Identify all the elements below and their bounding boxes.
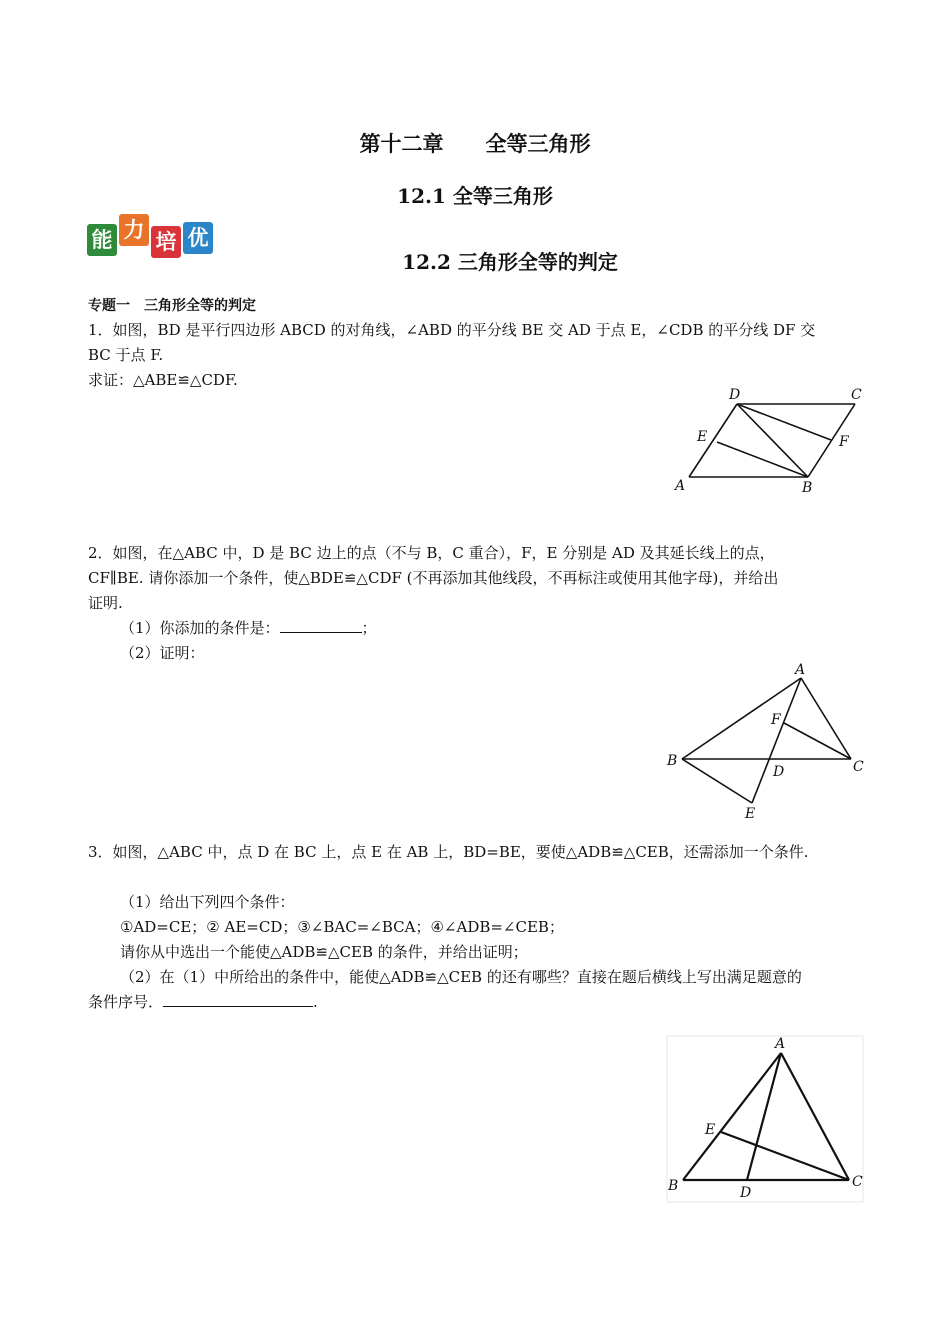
q2-label-C: C [853,759,864,775]
logo-tile-3: 培 [151,226,181,258]
question-2 [88,541,864,666]
q1-label-A: A [675,478,686,494]
q2-part1-end: ； [361,619,377,637]
q2-line2: CF∥BE. 请你添加一个条件，使△BDE≌△CDF (不再添加其他线段，不再标注或使用其他字母)，并给出 [88,569,779,587]
q2-part1-label: （1）你添加的条件是： [120,619,280,637]
q3-part1-task: 请你从中选出一个能使△ADB≌△CEB 的条件，并给出证明； [120,943,528,961]
q1-seg-BD [737,404,808,477]
q2-part1 [88,616,864,641]
q3-label-E: E [705,1122,716,1138]
q1-seg-BE [717,442,808,477]
q2-label-F: F [771,712,781,728]
q1-label-E: E [697,429,708,445]
topic-heading: 专题一 三角形全等的判定 [88,298,256,314]
q1-figure [665,380,875,495]
q2-line3: 证明. [88,594,123,612]
logo-tile-2: 力 [119,214,149,246]
q2-label-E: E [745,806,756,822]
q1-label-D: D [729,387,741,403]
q2-answer-blank[interactable] [280,616,362,633]
q2-line1: 2．如图，在△ABC 中，D 是 BC 边上的点（不与 B，C 重合），F，E 分别是 AD 及其延长线上的点， [88,544,775,562]
q1-label-F: F [839,434,849,450]
q3-seg-AD [747,1053,781,1180]
q3-seg-AB [683,1053,781,1180]
q3-answer-blank[interactable] [163,990,313,1007]
logo-tile-1: 能 [87,224,117,256]
q1-label-B: B [802,480,813,495]
q3-figure-frame [667,1036,863,1202]
question-3-part1 [88,890,896,965]
q3-part2-end: . [313,993,318,1011]
q2-seg-AC [801,678,851,759]
q3-label-A: A [775,1036,786,1052]
q2-label-A: A [795,662,806,678]
q3-label-C: C [852,1174,863,1190]
q2-label-B: B [667,753,678,769]
chapter-title: 第十二章 全等三角形 [359,131,591,156]
q3-part2-line2-row [88,990,864,1015]
q2-seg-AB [682,678,801,759]
q3-part2-line1: （2）在（1）中所给出的条件中，能使△ADB≌△CEB 的还有哪些？直接在题后横线上写出满足题意的 [120,968,802,986]
q3-seg-CE [721,1132,849,1180]
question-3-part2 [88,965,864,1015]
q2-seg-AE [752,678,801,803]
q3-part1-title: （1）给出下列四个条件： [120,893,295,911]
q3-conditions: ①AD=CE；② AE=CD；③∠BAC=∠BCA；④∠ADB=∠CEB； [120,918,564,936]
q2-seg-CF [784,723,851,759]
logo-tile-4: 优 [183,222,213,254]
q2-label-D: D [773,764,785,780]
section-12-1-title: 12.1 全等三角形 [397,184,553,208]
q1-line2: BC 于点 F. [88,346,164,364]
q2-part2-label: （2）证明： [120,644,205,662]
question-3-line1: 3．如图，△ABC 中，点 D 在 BC 上，点 E 在 AB 上，BD=BE，要使△ADB≌△CEB，还需添加一个条件. [88,843,809,861]
q3-figure [665,1030,870,1210]
section-12-2-title: 12.2 三角形全等的判定 [402,250,618,274]
q2-figure [660,660,875,825]
q3-seg-AC [781,1053,849,1180]
q1-line3: 求证：△ABE≌△CDF. [88,371,238,389]
q1-seg-DF [737,404,831,440]
q1-label-C: C [851,387,862,403]
q3-part2-line2: 条件序号． [88,993,164,1011]
q1-line1: 1．如图，BD 是平行四边形 ABCD 的对角线，∠ABD 的平分线 BE 交 AD 于点 E，∠CDB 的平分线 DF 交 [88,321,816,339]
q3-label-D: D [740,1185,752,1201]
q3-label-B: B [668,1178,679,1194]
q2-seg-BE [682,759,752,803]
